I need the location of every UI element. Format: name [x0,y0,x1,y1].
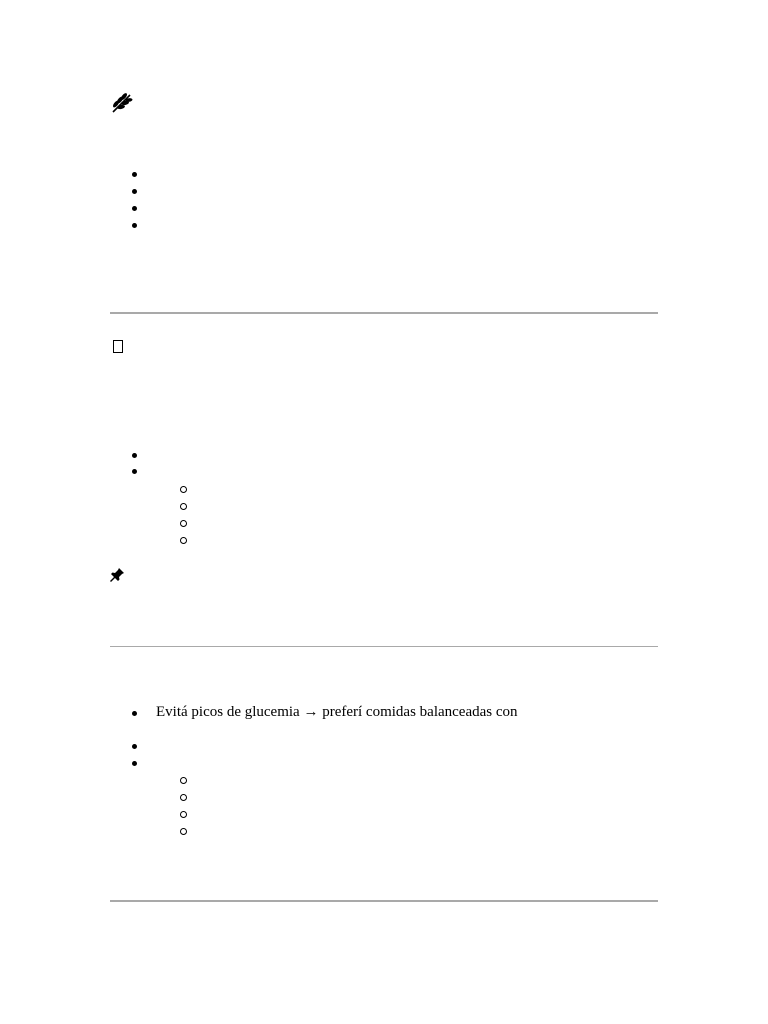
list-bullet [132,744,137,749]
sublist-bullet [180,828,187,835]
sublist-bullet [180,777,187,784]
sublist-bullet [180,503,187,510]
list-bullet [132,711,137,716]
list-bullet [132,469,137,474]
sublist-bullet [180,486,187,493]
section-divider [110,900,658,902]
list-bullet [132,172,137,177]
list-bullet [132,206,137,211]
leaf-icon [110,92,134,114]
sublist-bullet [180,811,187,818]
square-box-icon [113,340,123,353]
list-item-text: Evitá picos de glucemia → preferí comidas balanceadas con [156,704,518,720]
section-divider [110,646,658,647]
pushpin-icon [109,566,125,582]
sublist-bullet [180,537,187,544]
list-bullet [132,761,137,766]
sublist-bullet [180,520,187,527]
section-divider [110,312,658,314]
list-bullet [132,189,137,194]
sublist-bullet [180,794,187,801]
list-bullet [132,453,137,458]
list-bullet [132,223,137,228]
